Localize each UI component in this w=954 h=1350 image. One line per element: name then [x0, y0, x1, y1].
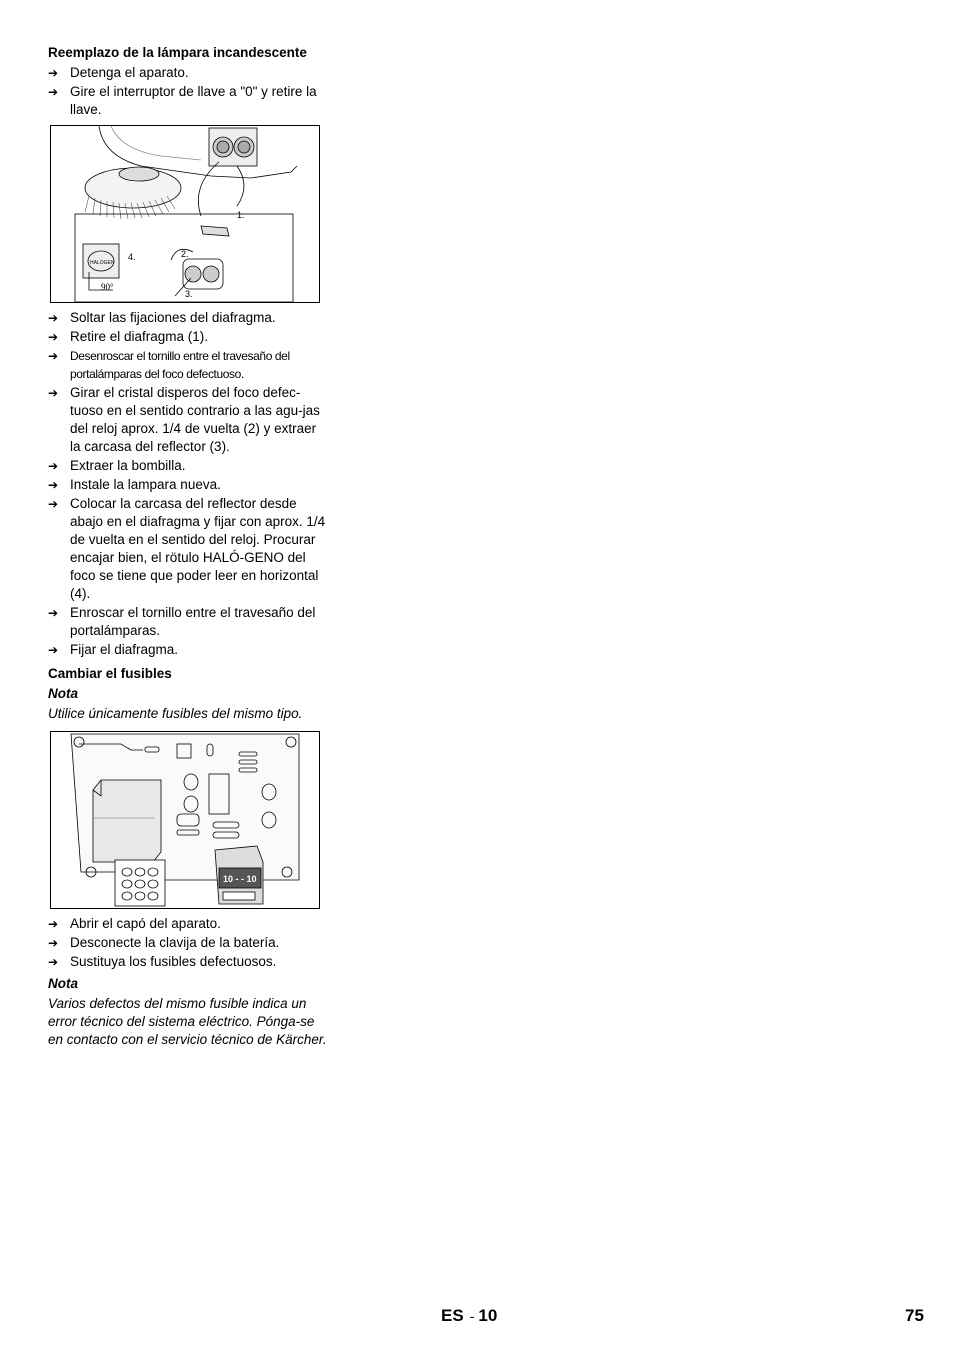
list-item: ➔ Enroscar el tornillo entre el travesaño del portalámparas.	[48, 605, 316, 638]
arrow-right-icon: ➔	[48, 311, 59, 325]
note2-text: Varios defectos del mismo fusible indica un error técnico del sistema eléctrico. Pónga-se en contacto con el servicio técnico de Kärcher.	[48, 996, 327, 1047]
steps-list-a	[48, 64, 328, 119]
list-item: ➔ Detenga el aparato.	[48, 65, 189, 80]
arrow-right-icon: ➔	[48, 936, 59, 950]
arrow-right-icon: ➔	[48, 955, 59, 969]
list-item: ➔ Gire el interruptor de llave a "0" y retire la llave.	[48, 84, 317, 117]
arrow-right-icon: ➔	[48, 478, 59, 492]
list-item: ➔ Abrir el capó del aparato.	[48, 916, 221, 931]
list-item: ➔ Extraer la bombilla.	[48, 458, 186, 473]
arrow-right-icon: ➔	[48, 349, 58, 363]
list-item: ➔ Soltar las fijaciones del diafragma.	[48, 310, 276, 325]
note-text: Utilice únicamente fusibles del mismo tipo.	[48, 706, 303, 721]
list-item: ➔ Fijar el diafragma.	[48, 642, 179, 657]
label-3: 3.	[185, 289, 193, 299]
footer-section-page: 10	[478, 1306, 498, 1325]
list-item: ➔ Instale la lampara nueva.	[48, 477, 221, 492]
label-4: 4.	[128, 252, 136, 262]
arrow-right-icon: ➔	[48, 497, 59, 511]
steps-list-b	[48, 309, 328, 659]
arrow-right-icon: ➔	[48, 330, 59, 344]
footer-dash: -	[469, 1308, 475, 1324]
fuse-rating-label: 10 - - 10	[223, 874, 257, 884]
arrow-right-icon: ➔	[48, 66, 59, 80]
section-title-fuses: Cambiar el fusibles	[48, 666, 172, 681]
arrow-right-icon: ➔	[48, 85, 59, 99]
arrow-right-icon: ➔	[48, 386, 59, 400]
arrow-right-icon: ➔	[48, 643, 59, 657]
list-item: ➔ Girar el cristal disperos del foco defec-tuoso en el sentido contrario a las agu-jas del reloj aprox. 1/4 de vuelta (2) y extraer la carcasa del reflector (3).	[48, 385, 320, 454]
fuse-figure	[50, 731, 320, 909]
note2-title: Nota	[48, 976, 78, 991]
arrow-right-icon: ➔	[48, 917, 59, 931]
list-item: ➔ Sustituya los fusibles defectuosos.	[48, 954, 277, 969]
angle-label: 90°	[101, 282, 114, 292]
halogen-label: HALOGEN	[90, 260, 115, 266]
label-2: 2.	[181, 249, 189, 259]
content-column	[48, 44, 328, 1057]
arrow-right-icon: ➔	[48, 606, 59, 620]
footer-lang: ES	[441, 1306, 464, 1325]
lamp-replacement-figure	[50, 125, 320, 303]
note-title: Nota	[48, 686, 78, 701]
list-item: ➔ Colocar la carcasa del reflector desde abajo en el diafragma y fijar con aprox. 1/4 de vuelta en el sentido del reloj. Procurar encajar bien, el rötulo HALÓ-GENO del foco se tiene que poder leer en horizontal (4).	[48, 496, 326, 601]
label-1: 1.	[237, 210, 245, 220]
list-item: ➔ Desconecte la clavija de la batería.	[48, 935, 280, 950]
lamp-illustration	[51, 126, 319, 302]
circuit-board-illustration	[51, 732, 319, 908]
section-title-lamp: Reemplazo de la lámpara incandescente	[48, 45, 307, 60]
list-item: ➔ Desenroscar el tornillo entre el travesaño del portalámparas del foco defectuoso.	[48, 349, 290, 381]
steps-list-fuses	[48, 915, 328, 971]
arrow-right-icon: ➔	[48, 459, 59, 473]
list-item: ➔ Retire el diafragma (1).	[48, 329, 209, 344]
footer-section	[441, 1306, 497, 1326]
page-number: 75	[905, 1306, 924, 1325]
